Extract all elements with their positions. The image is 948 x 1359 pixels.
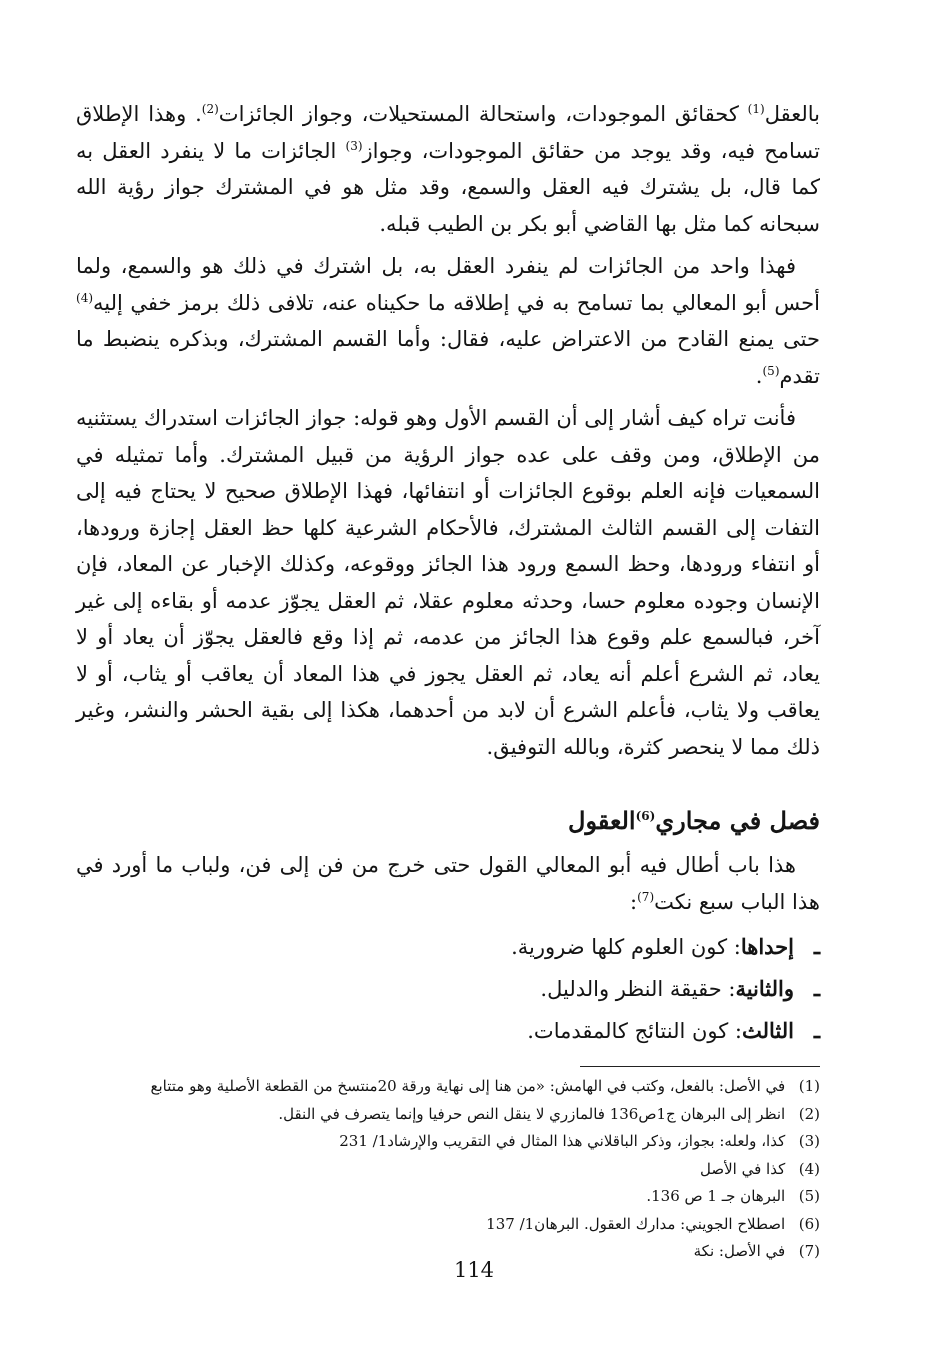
footnote-ref[interactable]: (5) (762, 363, 780, 378)
footnote-text: كذا في الأصل (700, 1159, 786, 1178)
footnote (76, 1183, 820, 1211)
footnote-ref[interactable]: (1) (747, 102, 765, 116)
footnote-ref[interactable]: (6) (635, 809, 656, 823)
footnote (76, 1073, 820, 1101)
footnote-text: في الأصل: نكة (693, 1242, 786, 1260)
footnotes (76, 1073, 820, 1266)
footnote-number: (1) (798, 1077, 820, 1095)
footnote (76, 1156, 820, 1184)
footnote (76, 1101, 820, 1129)
list-item-head: إحداها (740, 934, 794, 959)
main-text (76, 96, 820, 1052)
section-intro: هذا باب أطال فيه أبو المعالي القول حتى خرج من فن إلى فن، ولباب ما أورد في هذا الباب سبع نكت$^{(7)}$: (76, 853, 820, 914)
footnote (76, 1211, 820, 1239)
list-item (76, 1010, 820, 1052)
footnote (76, 1128, 820, 1156)
points-list (76, 926, 820, 1052)
paragraph-2: فهذا واحد من الجائزات لم ينفرد العقل به، بل اشترك في ذلك هو والسمع، ولما أحس أبو المعالي بما تسامح به في إطلاقه ما حكيناه عنه، تلافى ذلك برمز خفي إليه$^{(4)}$ حتى يمنع القادح من الاعتراض عليه، فقال: وأما القسم المشترك، وبذكره ينضبط ما تقدم$^{(5)}$. (76, 254, 820, 388)
list-item-text: : كون النتائج كالمقدمات. (527, 1019, 742, 1043)
footnote-number: (6) (798, 1214, 820, 1233)
list-item-text: : كون العلوم كلها ضرورية. (511, 935, 741, 959)
footnote-number: (3) (798, 1132, 820, 1150)
section-title: فصل في مجاري$^{(6)}$العقول (568, 806, 820, 835)
list-item (76, 926, 820, 968)
footnote-number: (7) (798, 1242, 820, 1260)
list-item (76, 968, 820, 1010)
footnote-number: (5) (798, 1187, 820, 1205)
list-item-text: : حقيقة النظر والدليل. (540, 977, 736, 1001)
footnote-number: (4) (798, 1159, 820, 1178)
footnote-text: في الأصل: بالفعل، وكتب في الهامش: «من هنا إلى نهاية ورقة 20منتسخ من القطعة الأصلية وهو متتابع (150, 1077, 786, 1095)
footnote-ref[interactable]: (4) (76, 290, 94, 305)
list-item-head: والثانية (735, 976, 794, 1001)
footnote-ref[interactable]: (2) (201, 102, 219, 116)
paragraph-3: فأنت تراه كيف أشار إلى أن القسم الأول وهو قوله: جواز الجائزات استدراك يستثنيه من الإطلاق، ومن وقف على عده جواز الرؤية من قبيل المشترك. وأما تمثيله في السمعيات فإنه العلم بوقوع الجائزات أو انتفائها، فهذا الإطلاق صحيح لا يحتاج فيه إلى التفات إلى القسم الثالث المشترك، فالأحكام الشرعية كلها حظ العقل إجازة ورودها، أو انتفاء ورودها، وحظ السمع ورود هذا الجائز ووقوعه، وكذلك الإخبار عن المعاد، فإن الإنسان وجوده معلوم حسا، وحدثه معلوم عقلا، ثم العقل يجوّز عدمه أو بقاءه إلى غير آخر، فبالسمع علم وقوع هذا الجائز من عدمه، ثم إذا وقع فالعقل يجوّز أن يعاد أو لا يعاد، ثم الشرع أعلم أنه يعاد، ثم العقل يجوز في هذا المعاد أن يعاقب أو يثاب، أو لا يعاقب ولا يثاب، فأعلم الشرع أن لابد من أحدهما، هكذا إلى بقية الحشر والنشر، وغير ذلك مما لا ينحصر كثرة، وبالله التوفيق. (76, 406, 821, 759)
footnote-number: (2) (798, 1104, 820, 1123)
list-item-head: الثالث (742, 1018, 794, 1043)
footnote-text: البرهان جـ 1 ص 136. (646, 1187, 786, 1205)
footnote-text: انظر إلى البرهان ج1ص136 فالمازري لا ينقل النص حرفيا وإنما يتصرف في النقل. (278, 1104, 786, 1123)
page-number: 114 (453, 1258, 495, 1282)
footnote-divider (580, 1066, 820, 1067)
footnote-ref[interactable]: (7) (637, 889, 655, 904)
footnote-ref[interactable]: (3) (345, 138, 363, 153)
paragraph-1: بالعقل$^{(1)}$ كحقائق الموجودات، واستحالة المستحيلات، وجواز الجائزات$^{(2)}$. وهذا الإطلاق تسامح فيه، وقد يوجد من حقائق الموجودات، وجواز$^{(3)}$ الجائزات ما لا ينفرد العقل به كما قال، بل يشترك فيه العقل والسمع، وقد مثل هو في المشترك جواز رؤية الله سبحانه كما مثل بها القاضي أبو بكر بن الطيب قبله. (76, 102, 820, 236)
footnote-text: كذا، ولعله: بجواز، وذكر الباقلاني هذا المثال في التقريب والإرشاد1/ 231 (339, 1132, 786, 1150)
footnote-text: اصطلاح الجويني: مدارك العقول. البرهان1/ 137 (486, 1214, 786, 1233)
